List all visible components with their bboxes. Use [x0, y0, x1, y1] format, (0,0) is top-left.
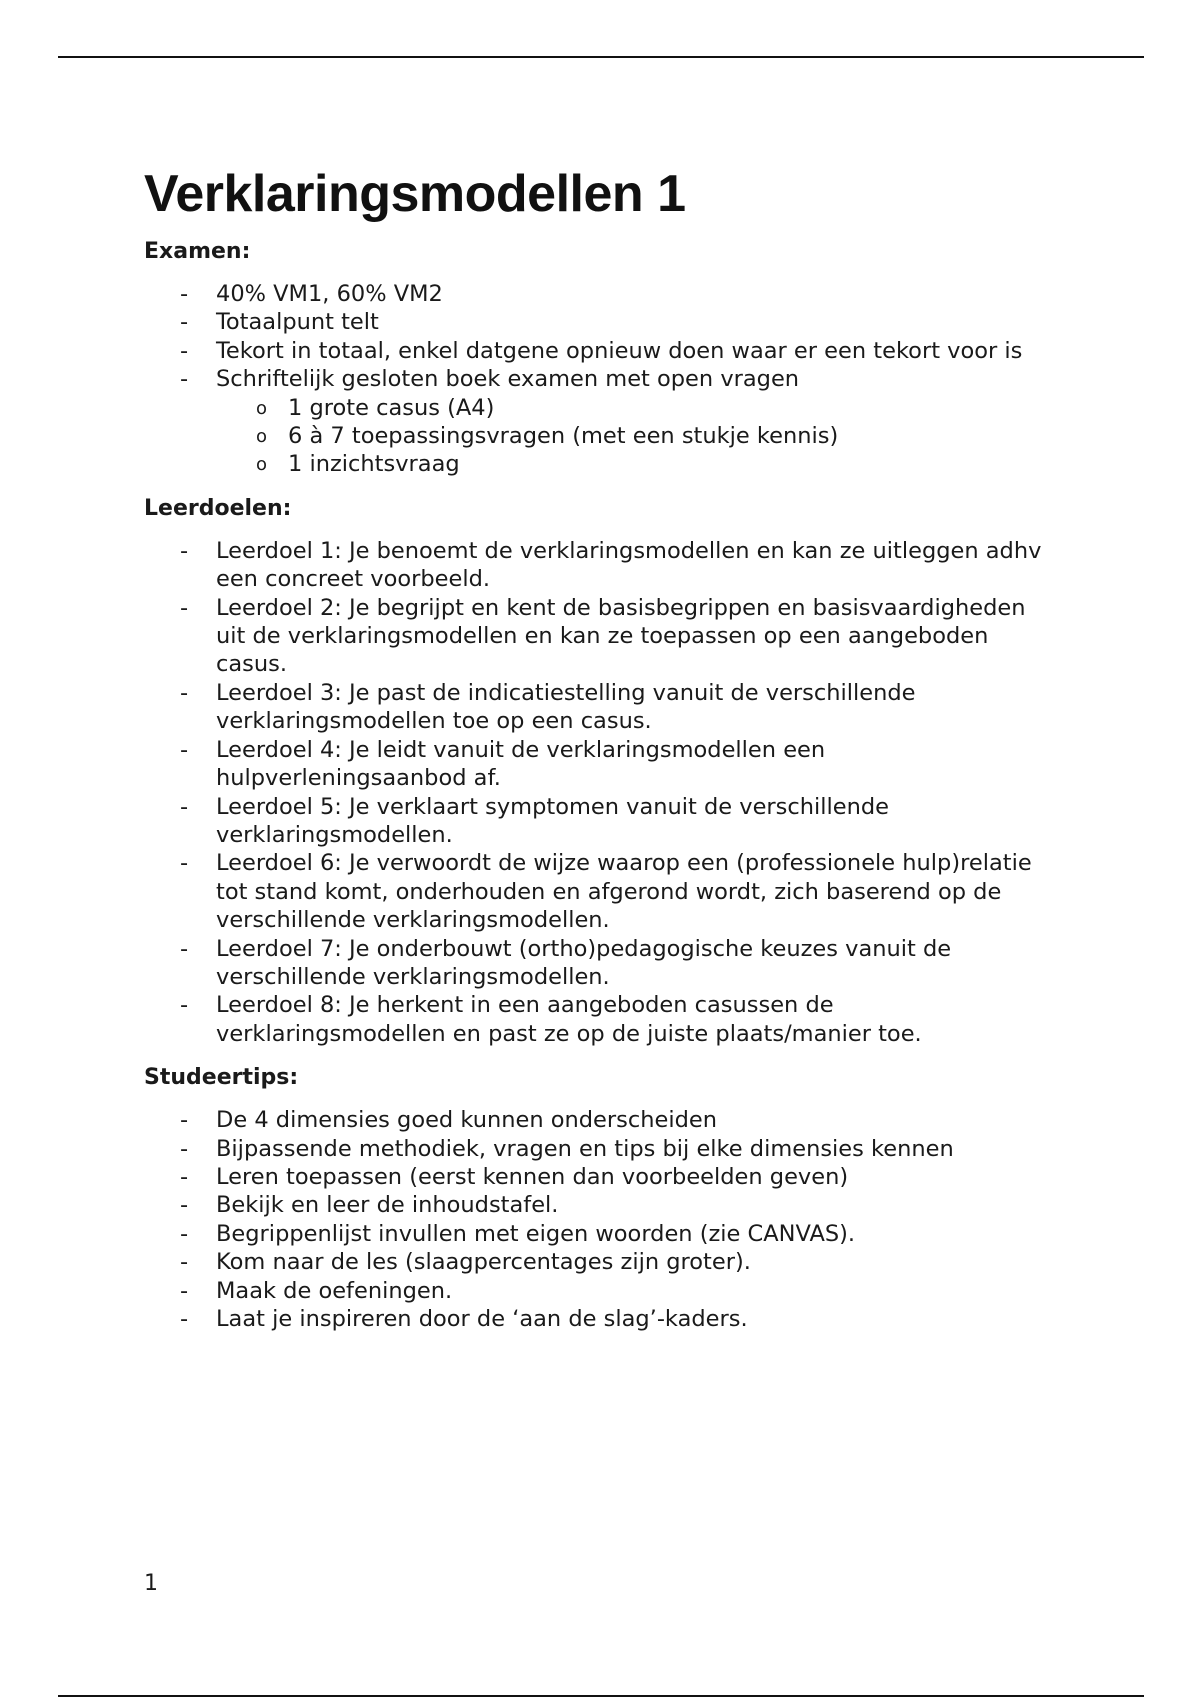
exam-heading: Examen:: [144, 239, 251, 264]
list-item-with-sublist: [144, 365, 1044, 479]
list-item-text: Schriftelijk gesloten boek examen met open vragen: [216, 366, 800, 393]
list-item: - Leerdoel 8: Je herkent in een aangeboden casussen de verklaringsmodellen en past ze op de juiste plaats/manier toe.: [144, 991, 1044, 1048]
page-title: Verklaringsmodellen 1: [144, 165, 686, 223]
page-number: 1: [144, 1571, 158, 1596]
list-item: - Leerdoel 2: Je begrijpt en kent de basisbegrippen en basisvaardigheden uit de verklaringsmodellen en kan ze toepassen op een aangeboden casus.: [144, 594, 1044, 679]
goals-list: [144, 537, 1044, 1048]
exam-list: [144, 280, 1044, 479]
exam-sublist: [216, 394, 1044, 479]
list-item: - De 4 dimensies goed kunnen onderscheiden: [144, 1106, 1044, 1134]
list-item: - Bijpassende methodiek, vragen en tips bij elke dimensies kennen: [144, 1135, 1044, 1163]
tips-heading: Studeertips:: [144, 1065, 299, 1091]
sublist-item: o 1 grote casus (A4): [216, 394, 1044, 422]
list-item: - Maak de oefeningen.: [144, 1277, 1044, 1305]
list-item: - 40% VM1, 60% VM2: [144, 280, 1044, 308]
document-body: [144, 158, 1044, 1333]
list-item: - Leerdoel 4: Je leidt vanuit de verklaringsmodellen een hulpverleningsaanbod af.: [144, 736, 1044, 793]
tips-list: [144, 1106, 1044, 1333]
list-item: - Leerdoel 6: Je verwoordt de wijze waarop een (professionele hulp)relatie tot stand komt, onderhouden en afgerond wordt, zich baserend op de verschillende verklaringsmodellen.: [144, 849, 1044, 934]
list-item: - Leren toepassen (eerst kennen dan voorbeelden geven): [144, 1163, 1044, 1191]
sublist-item: o 6 à 7 toepassingsvragen (met een stukje kennis): [216, 422, 1044, 450]
list-item: - Leerdoel 3: Je past de indicatiestelling vanuit de verschillende verklaringsmodellen toe op een casus.: [144, 679, 1044, 736]
list-item: - Leerdoel 7: Je onderbouwt (ortho)pedagogische keuzes vanuit de verschillende verklaringsmodellen.: [144, 935, 1044, 992]
header-rule: [58, 56, 1144, 58]
list-item: - Tekort in totaal, enkel datgene opnieuw doen waar er een tekort voor is: [144, 337, 1044, 365]
list-item: - Laat je inspireren door de ‘aan de slag’-kaders.: [144, 1305, 1044, 1333]
list-item: - Bekijk en leer de inhoudstafel.: [144, 1191, 1044, 1219]
sublist-item: o 1 inzichtsvraag: [216, 450, 1044, 478]
list-item: - Leerdoel 1: Je benoemt de verklaringsmodellen en kan ze uitleggen adhv een concreet voorbeeld.: [144, 537, 1044, 594]
list-item: - Begrippenlijst invullen met eigen woorden (zie CANVAS).: [144, 1220, 1044, 1248]
list-item: - Leerdoel 5: Je verklaart symptomen vanuit de verschillende verklaringsmodellen.: [144, 793, 1044, 850]
footer-rule: [58, 1695, 1144, 1697]
list-item: - Kom naar de les (slaagpercentages zijn groter).: [144, 1248, 1044, 1276]
goals-heading: Leerdoelen:: [144, 495, 292, 521]
list-item: - Totaalpunt telt: [144, 308, 1044, 336]
